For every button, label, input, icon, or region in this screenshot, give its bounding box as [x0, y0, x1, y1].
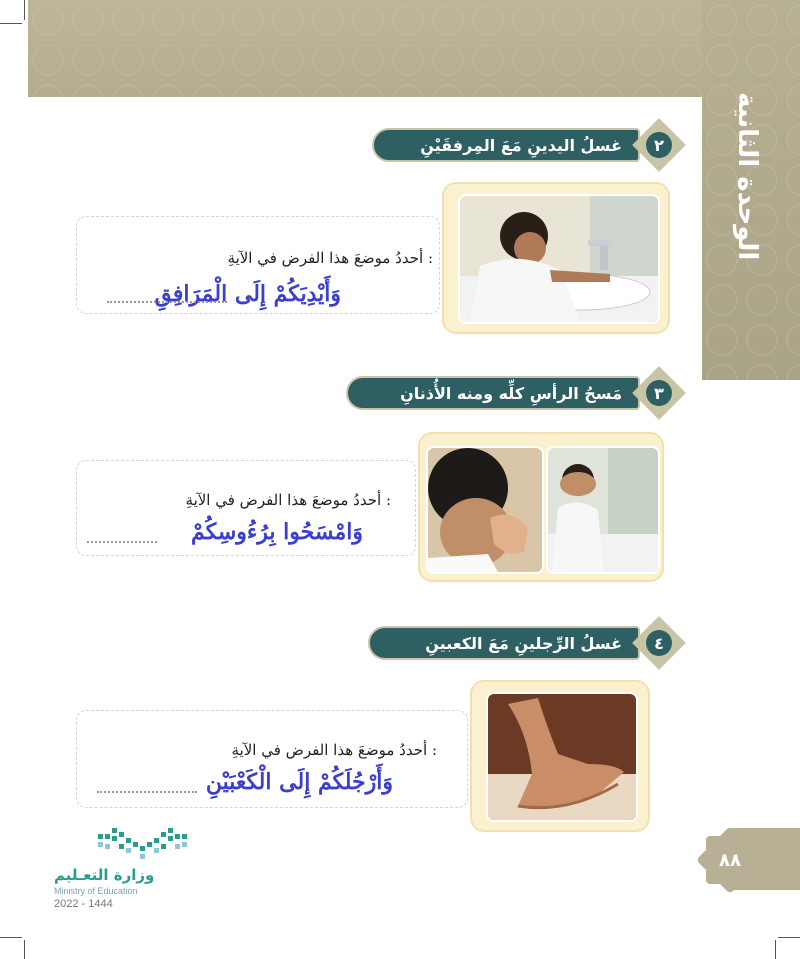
- crop-mark: [24, 0, 25, 20]
- verse-text: وَامْسَحُوا بِرُءُوسِكُمْ: [191, 519, 363, 545]
- ministry-logo: [54, 822, 194, 912]
- unit-title: الوحدة الثانية: [732, 92, 762, 261]
- section-number: ٣: [646, 380, 672, 406]
- verse-text: وَأَيْدِيَكُمْ إِلَى الْمَرَافِقِ: [154, 281, 341, 307]
- answer-card: [76, 710, 468, 808]
- ministry-name-ar: وزارة التعـليم: [54, 866, 155, 884]
- photo-wiping-head: [546, 446, 660, 574]
- crop-mark: [0, 23, 22, 24]
- answer-line[interactable]: [87, 539, 157, 543]
- section-banner: مَسحُ الرأسِ كلِّه ومنه الأُذنانِ: [346, 376, 640, 410]
- page-number: ٨٨: [719, 849, 741, 871]
- section-number: ٢: [646, 132, 672, 158]
- header-band: [28, 0, 800, 97]
- section-number-badge: [640, 374, 678, 412]
- crop-mark: [778, 937, 800, 938]
- photo-wiping-ears: [426, 446, 544, 574]
- section-banner: غسلُ الرِّجلينِ مَعَ الكعبينِ: [368, 626, 640, 660]
- ministry-name-en: Ministry of Education: [54, 886, 138, 896]
- section-number: ٤: [646, 630, 672, 656]
- prompt-text: أحددُ موضعَ هذا الفرض في الآيةِ :: [231, 741, 437, 759]
- answer-line[interactable]: [97, 789, 197, 793]
- answer-card: [76, 216, 440, 314]
- section-number-badge: [640, 126, 678, 164]
- prompt-text: أحددُ موضعَ هذا الفرض في الآيةِ :: [185, 491, 391, 509]
- photo-washing-arms: [458, 194, 660, 324]
- section-banner: غسلُ اليدينِ مَعَ المِرفقَيْنِ: [372, 128, 640, 162]
- prompt-text: أحددُ موضعَ هذا الفرض في الآيةِ :: [227, 249, 433, 267]
- crop-mark: [0, 937, 22, 938]
- ministry-logo-mark: [98, 824, 192, 864]
- crop-mark: [775, 940, 776, 959]
- photo-washing-feet: [486, 692, 638, 822]
- edition-year: 2022 - 1444: [54, 898, 113, 910]
- answer-line[interactable]: [107, 299, 227, 303]
- verse-text: وَأَرْجُلَكُمْ إِلَى الْكَعْبَيْنِ: [205, 769, 393, 795]
- answer-card: [76, 460, 416, 556]
- crop-mark: [24, 940, 25, 959]
- page-number-badge: [706, 836, 754, 884]
- section-number-badge: [640, 624, 678, 662]
